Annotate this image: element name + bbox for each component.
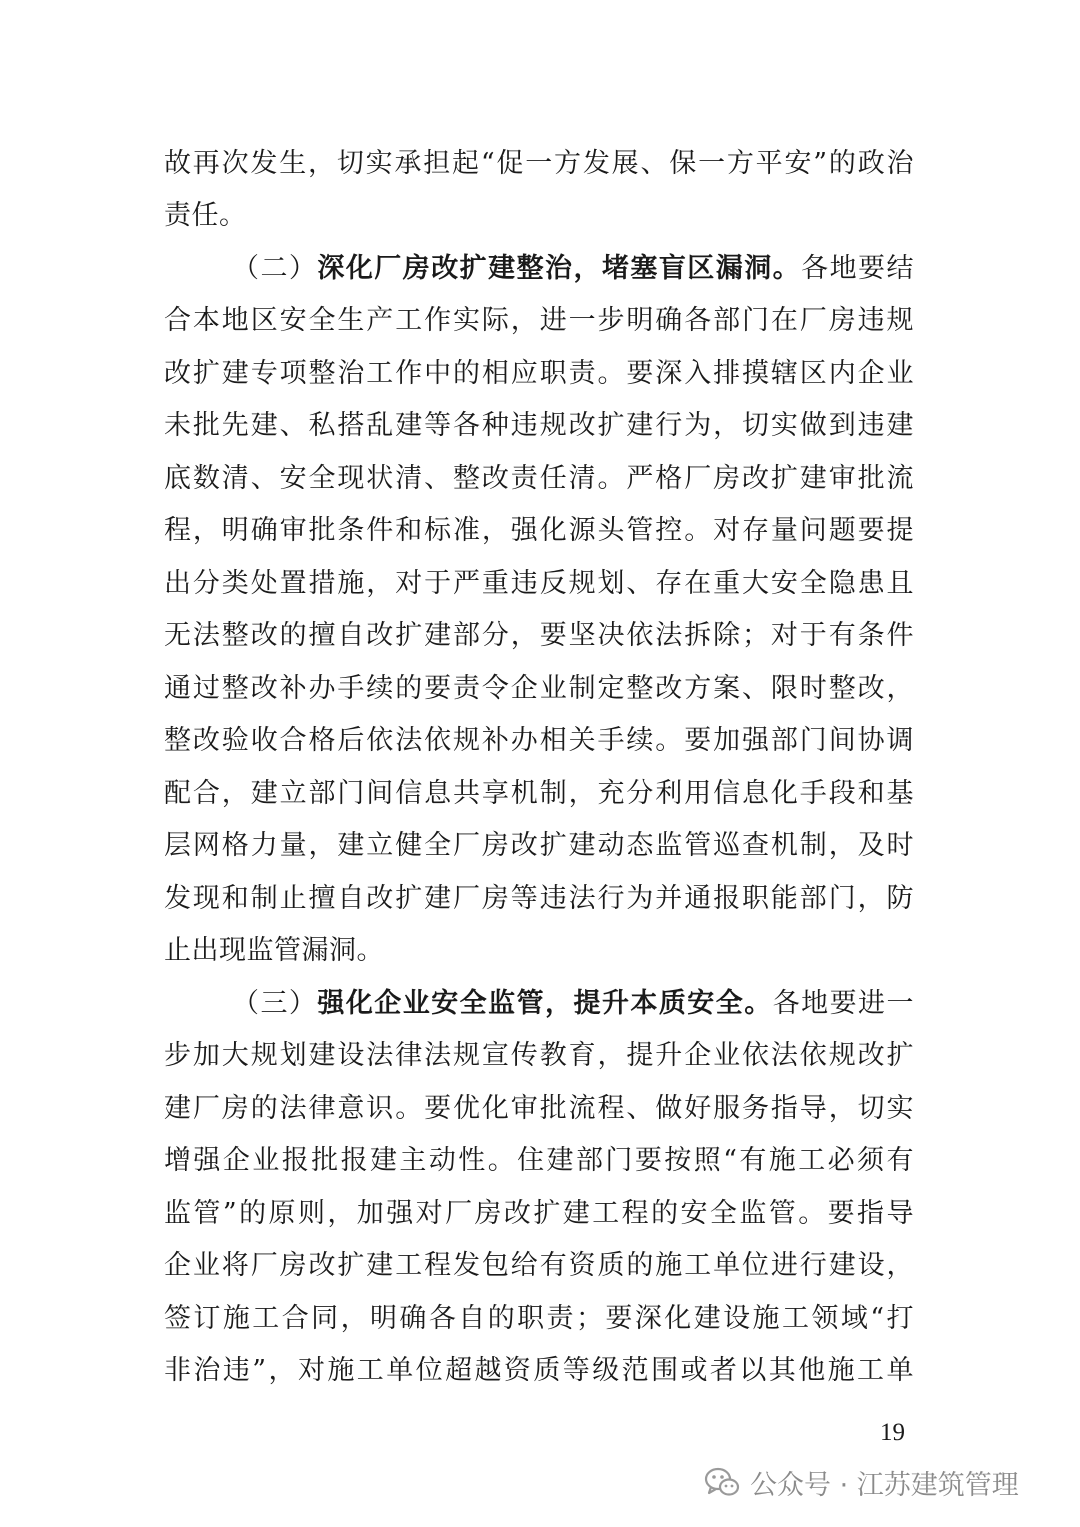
text-line: 增强企业报批报建主动性。住建部门要按照“有施工必须有 <box>164 1145 914 1176</box>
section-heading-line <box>232 251 914 287</box>
text-line: 非治违”，对施工单位超越资质等级范围或者以其他施工单 <box>164 1355 914 1386</box>
watermark <box>702 1462 1019 1502</box>
text-line: 企业将厂房改扩建工程发包给有资质的施工单位进行建设， <box>164 1250 914 1281</box>
section-heading: 强化企业安全监管，提升本质安全。 <box>317 988 773 1019</box>
text-line: 底数清、安全现状清、整改责任清。严格厂房改扩建审批流 <box>164 463 914 494</box>
text-line: 故再次发生，切实承担起“促一方发展、保一方平安”的政治 <box>164 148 914 179</box>
section-heading: 深化厂房改扩建整治，堵塞盲区漏洞。 <box>317 253 802 284</box>
section-number: （二） <box>232 253 318 284</box>
text-line: 合本地区安全生产工作实际，进一步明确各部门在厂房违规 <box>164 305 914 336</box>
section-tail: 各地要结 <box>801 253 914 284</box>
text-line: 配合，建立部门间信息共享机制，充分利用信息化手段和基 <box>164 778 914 809</box>
text-line: 无法整改的擅自改扩建部分，要坚决依法拆除；对于有条件 <box>164 620 914 651</box>
text-line: 发现和制止擅自改扩建厂房等违法行为并通报职能部门，防 <box>164 883 914 914</box>
watermark-text: 公众号 · 江苏建筑管理 <box>750 1469 1019 1501</box>
section-tail: 各地要进一 <box>772 988 914 1019</box>
text-line: 出分类处置措施，对于严重违反规划、存在重大安全隐患且 <box>164 568 914 599</box>
text-line: 程，明确审批条件和标准，强化源头管控。对存量问题要提 <box>164 515 914 546</box>
section-number: （三） <box>232 988 318 1019</box>
text-line: 改扩建专项整治工作中的相应职责。要深入排摸辖区内企业 <box>164 358 914 389</box>
text-line: 层网格力量，建立健全厂房改扩建动态监管巡查机制，及时 <box>164 830 914 861</box>
text-line: 步加大规划建设法律法规宣传教育，提升企业依法依规改扩 <box>164 1040 914 1071</box>
text-line: 通过整改补办手续的要责令企业制定整改方案、限时整改， <box>164 673 914 704</box>
text-line: 止出现监管漏洞。 <box>164 935 384 966</box>
text-line: 建厂房的法律意识。要优化审批流程、做好服务指导，切实 <box>164 1093 914 1124</box>
text-line: 整改验收合格后依法依规补办相关手续。要加强部门间协调 <box>164 725 914 756</box>
text-line: 签订施工合同，明确各自的职责；要深化建设施工领域“打 <box>164 1303 914 1334</box>
text-line: 监管”的原则，加强对厂房改扩建工程的安全监管。要指导 <box>164 1198 914 1229</box>
page-number: 19 <box>880 1419 905 1446</box>
section-heading-line <box>232 986 914 1022</box>
wechat-icon <box>702 1462 742 1502</box>
text-line: 未批先建、私搭乱建等各种违规改扩建行为，切实做到违建 <box>164 410 914 441</box>
text-line: 责任。 <box>164 200 247 231</box>
